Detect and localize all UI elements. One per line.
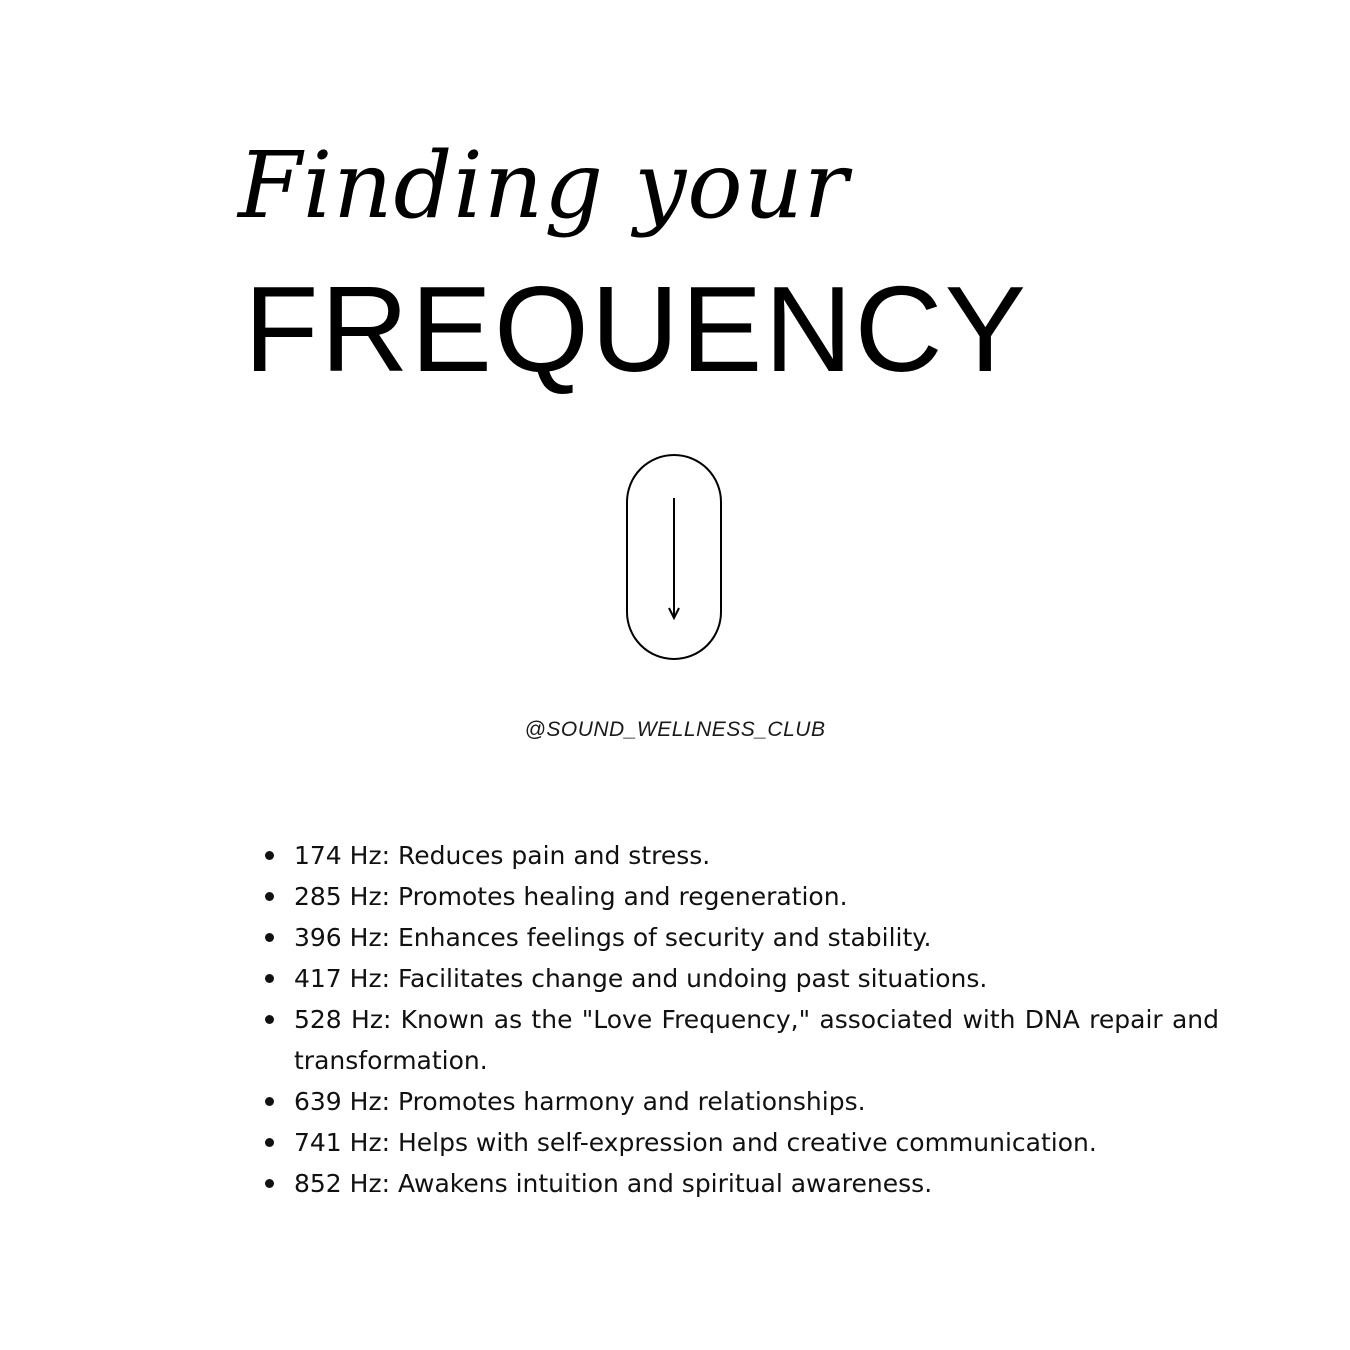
list-item: 639 Hz: Promotes harmony and relationships.	[294, 1081, 1219, 1122]
list-item: 852 Hz: Awakens intuition and spiritual awareness.	[294, 1163, 1219, 1204]
down-arrow-icon	[628, 456, 720, 658]
frequency-list	[294, 835, 1219, 1204]
list-item: 396 Hz: Enhances feelings of security and stability.	[294, 917, 1219, 958]
list-item: 174 Hz: Reduces pain and stress.	[294, 835, 1219, 876]
page-title: FREQUENCY	[244, 261, 1028, 397]
list-item: 285 Hz: Promotes healing and regeneration.	[294, 876, 1219, 917]
account-handle: @SOUND_WELLNESS_CLUB	[524, 718, 826, 741]
list-item: 741 Hz: Helps with self-expression and creative communication.	[294, 1122, 1219, 1163]
heading-script-line: Finding your	[238, 132, 849, 239]
list-item: 528 Hz: Known as the "Love Frequency," associated with DNA repair and transformation.	[294, 999, 1219, 1081]
scroll-down-indicator	[626, 454, 722, 660]
list-item: 417 Hz: Facilitates change and undoing past situations.	[294, 958, 1219, 999]
